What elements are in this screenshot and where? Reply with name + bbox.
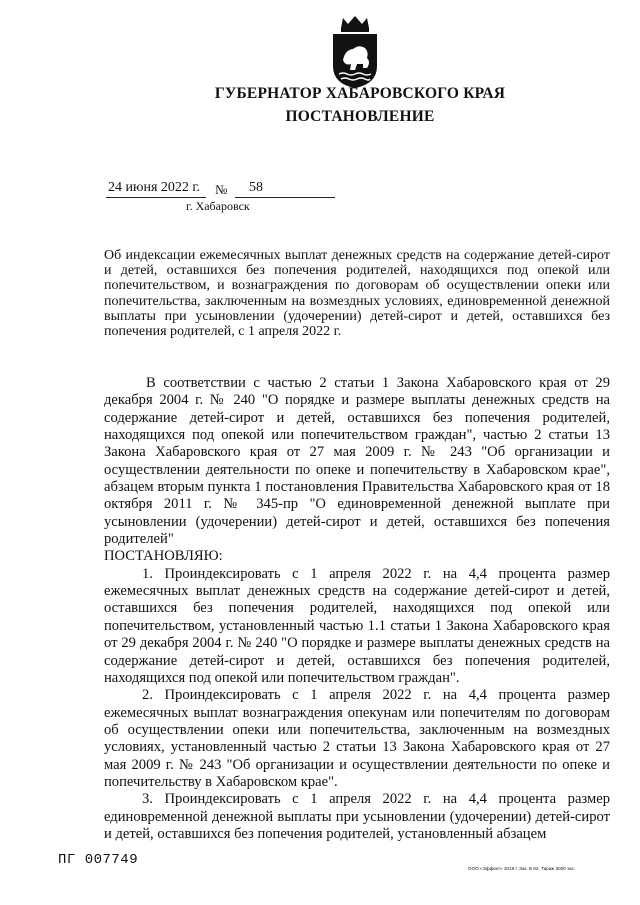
number-underline xyxy=(235,197,335,198)
number-label: № xyxy=(215,182,228,197)
decree-date: 24 июня 2022 г. xyxy=(108,180,201,195)
decree-item-3: 3. Проиндексировать с 1 апреля 2022 г. на 4,4 процента размер единовременной денежной выплаты при усыновлении (удочерении) детей-сирот и детей, оставшихся без попечения родителей, установленный абзацем xyxy=(104,791,610,842)
decree-subject: Об индексации ежемесячных выплат денежных средств на содержание детей-сирот и детей, оставшихся без попечения родителей, находящихся под опекой или попечительством, и вознаграждения по договорам об осуществлении опеки или попечительства, заключенным на возмездных условиях, единовременной денежной выплаты при усыновлении (удочерении) детей-сирот и детей, оставшихся без попечения родителей, с 1 апреля 2022 г. xyxy=(104,248,610,340)
decree-body xyxy=(104,375,610,843)
coat-of-arms-icon xyxy=(329,14,381,90)
issuer-title: ГУБЕРНАТОР ХАБАРОВСКОГО КРАЯ xyxy=(214,85,506,102)
resolve-heading: ПОСТАНОВЛЯЮ: xyxy=(104,548,223,565)
city-label: г. Хабаровск xyxy=(186,199,250,213)
form-serial-code: ПГ 007749 xyxy=(58,852,139,868)
print-info: ООО «Эффект» 2019 г. Зак. Б 82. Тираж 3000 экз. xyxy=(468,866,575,871)
decree-number: 58 xyxy=(249,180,263,195)
decree-item-2: 2. Проиндексировать с 1 апреля 2022 г. на 4,4 процента размер ежемесячных выплат вознаграждения опекунам или попечителям по договорам об осуществлении опеки или попечительства, заключенным на возмездных условиях, установленный частью 2 статьи 13 Закона Хабаровского края от 27 мая 2009 г. № 243 "Об организации и осуществлении деятельности по опеке и попечительству в Хабаровском крае". xyxy=(104,687,610,790)
decree-item-1: 1. Проиндексировать с 1 апреля 2022 г. на 4,4 процента размер ежемесячных выплат денежных средств на содержание детей-сирот и детей, оставшихся без попечения родителей, находящихся под опекой или попечительством, установленный частью 1.1 статьи 1 Закона Хабаровского края от 29 декабря 2004 г. № 240 "О порядке и размере выплаты денежных средств на содержание детей-сирот и детей, оставшихся без попечения родителей, находящихся под опекой или попечительством граждан". xyxy=(104,565,610,686)
document-type-title: ПОСТАНОВЛЕНИЕ xyxy=(285,108,435,125)
preamble-paragraph: В соответствии с частью 2 статьи 1 Закона Хабаровского края от 29 декабря 2004 г. № 240 "О порядке и размере выплаты денежных средств на содержание детей-сирот и детей, оставшихся без попечения родителей, находящихся под опекой или попечительством граждан", частью 2 статьи 13 Закона Хабаровского края от 27 мая 2009 г. № 243 "Об организации и осуществлении деятельности по опеке и попечительству в Хабаровском крае", абзацем вторым пункта 1 постановления Правительства Хабаровского края от 18 октября 2011 г. № 345-пр "О единовременной денежной выплате при усыновлении (удочерении) детей-сирот и детей, оставшихся без попечения родителей" xyxy=(104,375,610,548)
date-underline xyxy=(106,197,206,198)
